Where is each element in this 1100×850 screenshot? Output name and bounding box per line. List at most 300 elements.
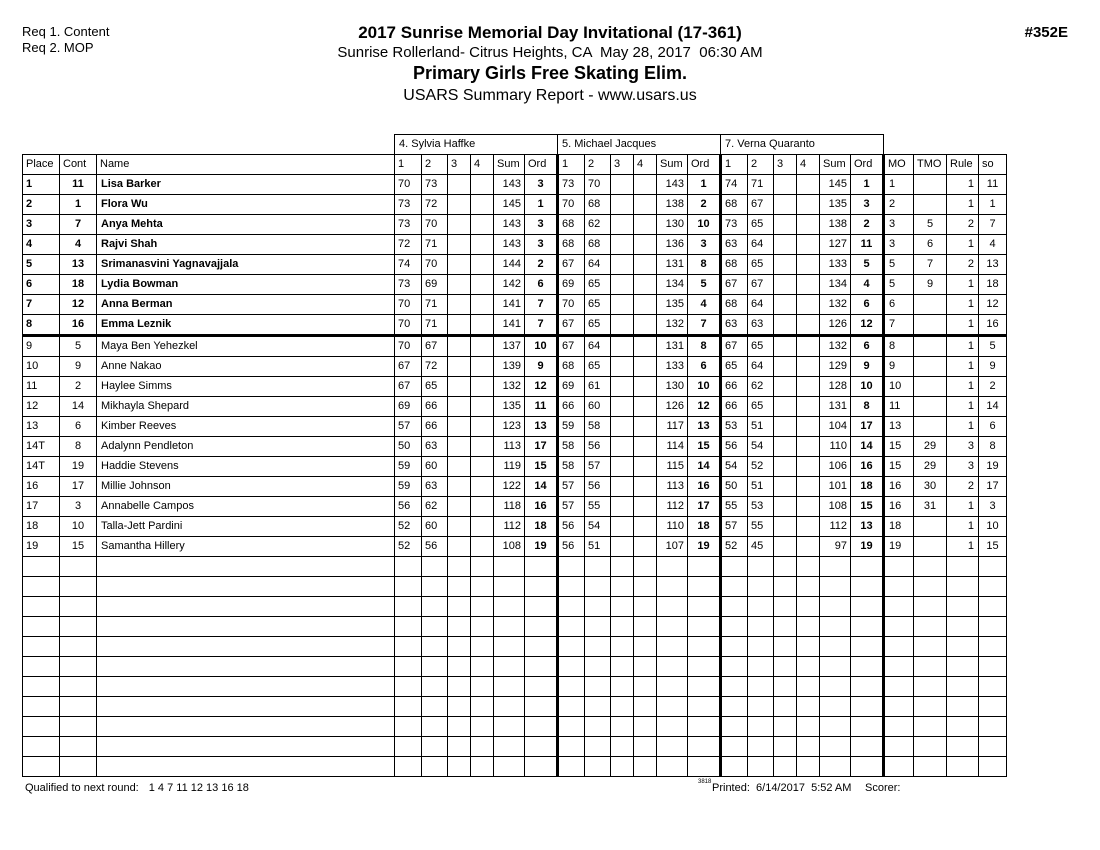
empty-cell [851,657,884,677]
judge2-sum-cell: 112 [657,497,688,517]
judge1-score1-cell: 70 [395,336,422,357]
judge1-score1-cell: 57 [395,417,422,437]
empty-cell [884,637,914,657]
judge2-score4-cell [634,397,657,417]
judge3-score2-cell: 52 [748,457,774,477]
tmo-cell [914,295,947,315]
judge1-ord-cell: 18 [525,517,558,537]
empty-cell [851,697,884,717]
judge1-score4-cell [471,377,494,397]
empty-cell [558,757,585,777]
judge3-score1-cell: 66 [721,397,748,417]
judge2-ord-cell: 3 [688,235,721,255]
judge1-score4-cell [471,497,494,517]
judge2-score2-cell: 56 [585,477,611,497]
judge2-score4-cell [634,195,657,215]
empty-cell [23,757,60,777]
judge2-ord-cell: 10 [688,377,721,397]
judge3-score3-cell [774,275,797,295]
empty-cell [585,657,611,677]
empty-cell [947,677,979,697]
cont-cell: 14 [60,397,97,417]
empty-cell [97,757,395,777]
judge1-score1-cell: 59 [395,457,422,477]
judge2-sum-cell: 134 [657,275,688,295]
empty-cell [23,717,60,737]
judge1-score2-cell: 60 [422,517,448,537]
empty-cell [525,697,558,717]
rule-cell: 1 [947,275,979,295]
judge2-score2-cell: 65 [585,357,611,377]
judge3-ord-cell: 11 [851,235,884,255]
empty-cell [448,677,471,697]
judge1-score4-cell [471,357,494,377]
tmo-cell: 29 [914,437,947,457]
empty-cell [748,717,774,737]
empty-cell [721,577,748,597]
empty-cell [748,597,774,617]
empty-cell [979,677,1007,697]
tmo-cell [914,195,947,215]
judge3-sum-cell: 126 [820,315,851,336]
empty-cell [448,657,471,677]
judge2-sum-cell: 132 [657,315,688,336]
judge2-score4-cell [634,517,657,537]
judge1-score2-cell: 60 [422,457,448,477]
judge2-score1-cell: 68 [558,215,585,235]
empty-cell [914,597,947,617]
mo-cell: 13 [884,417,914,437]
judge2-ord-cell: 15 [688,437,721,457]
empty-cell [688,617,721,637]
rule-cell: 1 [947,195,979,215]
empty-cell [914,697,947,717]
requirement-1: Req 1. Content [22,24,110,39]
empty-cell [884,577,914,597]
empty-row [23,717,1007,737]
empty-cell [947,697,979,717]
empty-cell [471,657,494,677]
judge3-score3-cell [774,457,797,477]
rule-cell: 1 [947,336,979,357]
empty-cell [525,657,558,677]
judge1-ord-cell: 14 [525,477,558,497]
mo-cell: 19 [884,537,914,557]
judge3-ord-cell: 15 [851,497,884,517]
judge1-sum-cell: 143 [494,175,525,195]
empty-cell [748,577,774,597]
empty-cell [395,617,422,637]
result-row [23,336,1007,357]
empty-cell [97,617,395,637]
judge2-score3-cell [611,275,634,295]
judge3-ord-cell: 18 [851,477,884,497]
requirement-2: Req 2. MOP [22,40,94,55]
empty-cell [914,757,947,777]
so-cell: 2 [979,377,1007,397]
judge3-sum-cell: 106 [820,457,851,477]
judge3-sum-cell: 135 [820,195,851,215]
judge3-score3-cell [774,537,797,557]
name-cell: Lydia Bowman [97,275,395,295]
result-row [23,457,1007,477]
judge1-score3-cell [448,537,471,557]
cont-cell: 6 [60,417,97,437]
judge3-score4-cell [797,275,820,295]
so-cell: 4 [979,235,1007,255]
judge3-ord-cell: 16 [851,457,884,477]
empty-cell [60,617,97,637]
judge3-sum-cell: 131 [820,397,851,417]
judge2-score4-cell [634,255,657,275]
judge3-score4-cell [797,315,820,336]
judge2-score3-cell [611,295,634,315]
empty-cell [494,657,525,677]
judge1-score2-cell: 71 [422,235,448,255]
judge1-score1-cell: 70 [395,175,422,195]
empty-cell [688,597,721,617]
empty-cell [494,557,525,577]
judge3-score3-cell [774,295,797,315]
place-cell: 7 [23,295,60,315]
qualified-label: Qualified to next round: [25,782,139,794]
empty-cell [820,697,851,717]
tmo-cell: 7 [914,255,947,275]
judge1-score1-cell: 74 [395,255,422,275]
empty-cell [884,737,914,757]
judge1-score3-cell [448,397,471,417]
judge1-ord-cell: 12 [525,377,558,397]
judge1-score3-cell [448,275,471,295]
rule-cell: 1 [947,235,979,255]
result-row [23,397,1007,417]
judge1-sum-cell: 145 [494,195,525,215]
empty-cell [947,757,979,777]
empty-cell [748,637,774,657]
empty-cell [820,597,851,617]
col-header-tmo: TMO [914,155,947,175]
judge2-score4-cell [634,336,657,357]
judge2-ord-cell: 2 [688,195,721,215]
empty-cell [494,757,525,777]
place-cell: 17 [23,497,60,517]
empty-cell [774,617,797,637]
empty-cell [884,757,914,777]
judge1-score1-cell: 69 [395,397,422,417]
place-cell: 19 [23,537,60,557]
empty-cell [585,737,611,757]
empty-cell [585,717,611,737]
so-cell: 1 [979,195,1007,215]
empty-cell [797,677,820,697]
empty-cell [395,737,422,757]
place-cell: 11 [23,377,60,397]
judge2-ord-cell: 16 [688,477,721,497]
empty-cell [634,677,657,697]
empty-cell [494,677,525,697]
judge3-ord-cell: 3 [851,195,884,215]
empty-cell [914,617,947,637]
judge2-sum-cell: 131 [657,255,688,275]
name-cell: Samantha Hillery [97,537,395,557]
judge3-score2-cell: 64 [748,295,774,315]
judge3-score2-cell: 51 [748,477,774,497]
judge1-score1-cell: 72 [395,235,422,255]
empty-cell [23,617,60,637]
empty-cell [422,577,448,597]
empty-cell [979,717,1007,737]
judge3-score4-cell [797,417,820,437]
rule-cell: 1 [947,497,979,517]
empty-cell [721,717,748,737]
judge2-ord-cell: 17 [688,497,721,517]
cont-cell: 9 [60,357,97,377]
judge1-ord-cell: 1 [525,195,558,215]
judge3-score1-cell: 67 [721,336,748,357]
judge3-sum-cell: 134 [820,275,851,295]
cont-cell: 11 [60,175,97,195]
empty-cell [611,717,634,737]
empty-cell [851,737,884,757]
name-cell: Srimanasvini Yagnavajjala [97,255,395,275]
empty-cell [884,617,914,637]
result-row [23,537,1007,557]
cont-cell: 7 [60,215,97,235]
empty-cell [494,637,525,657]
judge2-score2-cell: 62 [585,215,611,235]
mo-cell: 5 [884,255,914,275]
judge1-sum-cell: 132 [494,377,525,397]
judge1-sum-cell: 118 [494,497,525,517]
so-cell: 6 [979,417,1007,437]
judge3-ord-cell: 13 [851,517,884,537]
judge3-score1-cell: 68 [721,195,748,215]
empty-cell [395,577,422,597]
judge3-score3-cell [774,477,797,497]
empty-cell [797,737,820,757]
judge1-ord-cell: 3 [525,175,558,195]
judge3-score2-cell: 54 [748,437,774,457]
judge3-score4-cell [797,457,820,477]
judge3-score3-cell [774,336,797,357]
cont-cell: 17 [60,477,97,497]
judge1-sum-cell: 123 [494,417,525,437]
judge2-score3-cell [611,175,634,195]
place-cell: 14T [23,437,60,457]
judge1-score2-cell: 72 [422,357,448,377]
empty-cell [585,757,611,777]
empty-cell [634,597,657,617]
judge3-score2-cell: 65 [748,336,774,357]
qualified-values: 1 4 7 11 12 13 16 18 [148,782,249,794]
empty-cell [884,597,914,617]
judge2-score2-cell: 64 [585,255,611,275]
empty-cell [448,577,471,597]
place-cell: 6 [23,275,60,295]
judge3-score1-cell: 65 [721,357,748,377]
name-cell: Kimber Reeves [97,417,395,437]
empty-cell [634,617,657,637]
empty-cell [23,677,60,697]
name-cell: Annabelle Campos [97,497,395,517]
empty-cell [774,717,797,737]
empty-cell [914,737,947,757]
place-cell: 10 [23,357,60,377]
judge2-ord-cell: 10 [688,215,721,235]
empty-cell [97,597,395,617]
place-cell: 16 [23,477,60,497]
judge1-score2-cell: 66 [422,417,448,437]
empty-cell [60,577,97,597]
empty-cell [471,597,494,617]
empty-cell [23,637,60,657]
judge3-score4-cell [797,175,820,195]
empty-cell [851,597,884,617]
empty-cell [657,557,688,577]
judge3-score3-cell [774,235,797,255]
result-row [23,235,1007,255]
empty-cell [471,637,494,657]
judge2-score4-cell [634,315,657,336]
empty-cell [585,557,611,577]
empty-cell [657,697,688,717]
judge3-score4-cell [797,377,820,397]
empty-cell [23,657,60,677]
so-cell: 11 [979,175,1007,195]
empty-cell [471,717,494,737]
judge3-score2-cell: 53 [748,497,774,517]
judge2-score4-cell [634,457,657,477]
empty-cell [947,737,979,757]
result-row [23,477,1007,497]
judge1-score2-cell: 70 [422,215,448,235]
empty-cell [558,717,585,737]
result-row [23,437,1007,457]
judge1-score3-cell [448,477,471,497]
judge3-score4-cell [797,255,820,275]
judge2-sum-cell: 138 [657,195,688,215]
judge2-score4-cell [634,417,657,437]
result-row [23,255,1007,275]
judge3-score1-cell: 54 [721,457,748,477]
empty-cell [748,657,774,677]
empty-cell [914,577,947,597]
empty-cell [395,557,422,577]
empty-cell [688,657,721,677]
col-header-rule: Rule [947,155,979,175]
name-cell: Rajvi Shah [97,235,395,255]
place-cell: 13 [23,417,60,437]
so-cell: 19 [979,457,1007,477]
judge3-score3-cell [774,315,797,336]
judge3-score1-cell: 63 [721,235,748,255]
judge1-sum-cell: 142 [494,275,525,295]
judge3-sum-cell: 112 [820,517,851,537]
empty-cell [797,617,820,637]
empty-cell [688,557,721,577]
judge1-score4-cell [471,275,494,295]
mo-cell: 1 [884,175,914,195]
tmo-cell: 9 [914,275,947,295]
judge3-score1-cell: 66 [721,377,748,397]
empty-cell [471,757,494,777]
result-row [23,295,1007,315]
judge1-sum-cell: 108 [494,537,525,557]
empty-cell [914,637,947,657]
cont-cell: 16 [60,315,97,336]
judge2-score3-cell [611,437,634,457]
empty-cell [611,757,634,777]
empty-cell [471,557,494,577]
col-header-judge2-ord: Ord [688,155,721,175]
result-row [23,417,1007,437]
empty-cell [525,757,558,777]
empty-cell [657,637,688,657]
empty-cell [97,577,395,597]
so-cell: 18 [979,275,1007,295]
judge3-score1-cell: 67 [721,275,748,295]
judge2-score4-cell [634,437,657,457]
empty-cell [60,677,97,697]
tmo-cell [914,336,947,357]
empty-cell [774,737,797,757]
empty-row [23,557,1007,577]
cont-cell: 15 [60,537,97,557]
col-header-judge1-sum: Sum [494,155,525,175]
so-cell: 3 [979,497,1007,517]
so-cell: 17 [979,477,1007,497]
empty-cell [979,657,1007,677]
judge2-score2-cell: 68 [585,235,611,255]
judge3-score2-cell: 51 [748,417,774,437]
print-code: 3818 [698,779,712,785]
empty-cell [395,597,422,617]
empty-cell [797,757,820,777]
cont-cell: 10 [60,517,97,537]
empty-cell [851,717,884,737]
empty-cell [820,677,851,697]
col-header-judge2-score3: 3 [611,155,634,175]
judge2-sum-cell: 135 [657,295,688,315]
judge3-score2-cell: 67 [748,275,774,295]
empty-cell [494,597,525,617]
empty-cell [494,697,525,717]
place-cell: 14T [23,457,60,477]
judge3-sum-cell: 145 [820,175,851,195]
empty-cell [395,717,422,737]
empty-cell [820,657,851,677]
empty-cell [721,757,748,777]
judge3-score2-cell: 65 [748,255,774,275]
judge1-score4-cell [471,397,494,417]
judge1-ord-cell: 9 [525,357,558,377]
place-cell: 2 [23,195,60,215]
judge1-score3-cell [448,417,471,437]
empty-cell [448,757,471,777]
judge1-ord-cell: 16 [525,497,558,517]
empty-cell [471,677,494,697]
scorer-label: Scorer: [865,782,901,794]
judge2-score1-cell: 70 [558,195,585,215]
name-cell: Anne Nakao [97,357,395,377]
empty-cell [471,697,494,717]
rule-cell: 2 [947,215,979,235]
empty-cell [820,617,851,637]
empty-cell [634,657,657,677]
judge3-score4-cell [797,336,820,357]
judge3-score2-cell: 45 [748,537,774,557]
judge3-score4-cell [797,195,820,215]
